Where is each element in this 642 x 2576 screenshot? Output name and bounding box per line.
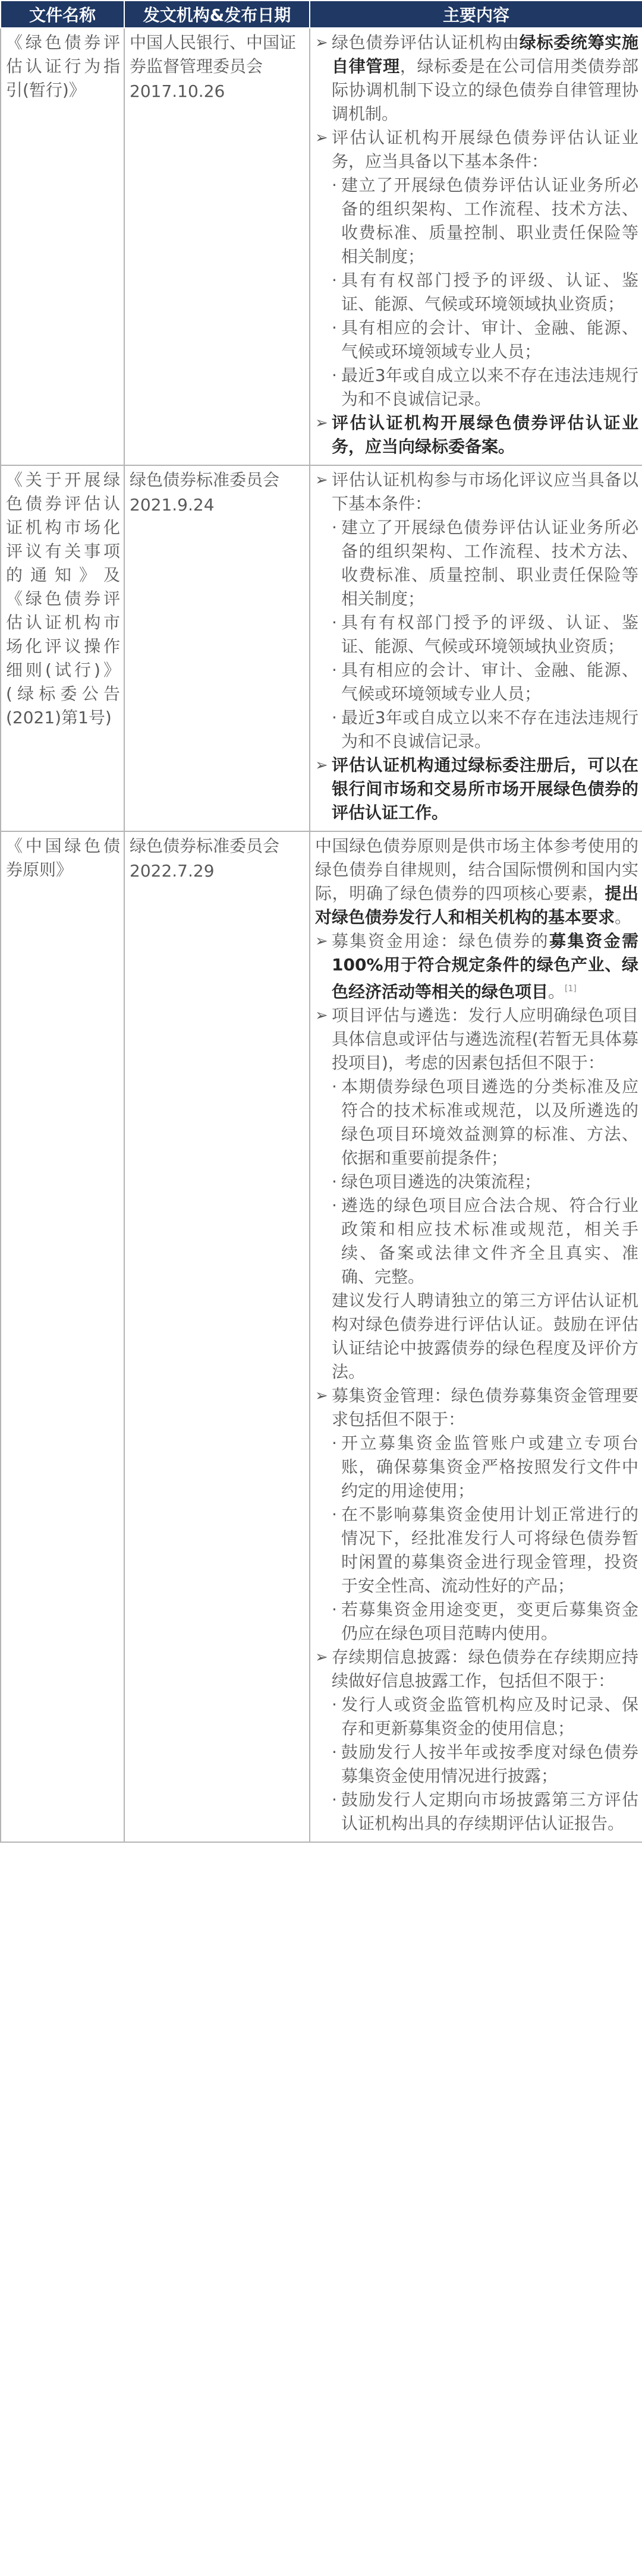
text: 建立了开展绿色债券评估认证业务所必备的组织架构、工作流程、技术方法、收费标准、质量控制、职业责任保险等相关制度；	[341, 518, 638, 608]
arrow-item	[315, 1384, 638, 1432]
dot-bullet-icon: ·	[332, 1790, 337, 1810]
bullet-item	[315, 269, 638, 316]
paragraph	[315, 1289, 638, 1384]
issue-date: 2021.9.24	[130, 495, 215, 515]
text: 评估认证机构开展绿色债券评估认证业务，应当具备以下基本条件：	[332, 128, 638, 171]
file-name-cell	[1, 465, 124, 831]
content-items	[315, 31, 638, 459]
bullet-item	[315, 1432, 638, 1503]
bold-text: 评估认证机构开展绿色债券评估认证业务，应当向绿标委备案。	[332, 413, 638, 456]
dot-bullet-icon: ·	[332, 1742, 337, 1762]
arrow-item	[315, 411, 638, 459]
table-row	[1, 465, 642, 831]
issue-date: 2017.10.26	[130, 81, 225, 101]
text: 具有相应的会计、审计、金融、能源、气候或环境领域专业人员；	[341, 660, 638, 704]
text: 绿色项目遴选的决策流程；	[341, 1172, 542, 1192]
footnote-ref[interactable]: [1]	[565, 984, 577, 994]
dot-bullet-icon: ·	[332, 1077, 337, 1097]
dot-bullet-icon: ·	[332, 708, 337, 727]
arrow-bullet-icon: ➢	[315, 414, 328, 432]
text: 鼓励发行人按半年或按季度对绿色债券募集资金使用情况进行披露；	[341, 1742, 638, 1786]
dot-bullet-icon: ·	[332, 1172, 337, 1192]
bullet-item	[315, 1788, 638, 1836]
bullet-item	[315, 364, 638, 411]
text: 项目评估与遴选：发行人应明确绿色项目具体信息或评估与遴选流程(若暂无具体募投项目)，考虑的因素包括但不限于：	[332, 1005, 638, 1073]
bullet-item	[315, 1503, 638, 1598]
arrow-bullet-icon: ➢	[315, 129, 328, 147]
issuer-name: 中国人民银行、中国证券监督管理委员会	[130, 33, 297, 76]
bullet-item	[315, 516, 638, 611]
text: 建立了开展绿色债券评估认证业务所必备的组织架构、工作流程、技术方法、收费标准、质量控制、职业责任保险等相关制度；	[341, 175, 638, 266]
file-name-cell	[1, 28, 124, 465]
issuer-name: 绿色债券标准委员会	[130, 470, 280, 490]
paragraph	[315, 834, 638, 929]
text: 存续期信息披露：绿色债券在存续期应持续做好信息披露工作，包括但不限于：	[332, 1647, 638, 1691]
dot-bullet-icon: ·	[332, 1600, 337, 1620]
dot-bullet-icon: ·	[332, 1433, 337, 1453]
dot-bullet-icon: ·	[332, 270, 337, 290]
arrow-bullet-icon: ➢	[315, 1648, 328, 1667]
content-cell	[310, 28, 642, 465]
issuer-cell	[124, 465, 310, 831]
bold-text: 评估认证机构通过绿标委注册后，可以在银行间市场和交易所市场开展绿色债券的评估认证工作。	[332, 755, 638, 822]
content-cell	[310, 465, 642, 831]
text: 遴选的绿色项目应合法合规、符合行业政策和相应技术标准或规范，相关手续、备案或法律文件齐全且真实、准确、完整。	[341, 1196, 638, 1287]
table-row	[1, 831, 642, 1842]
bold-text: 绿标委统筹实施自律管理	[332, 33, 638, 76]
text: 鼓励发行人定期向市场披露第三方评估认证机构出具的存续期评估认证报告。	[341, 1790, 638, 1834]
bullet-item	[315, 1075, 638, 1170]
dot-bullet-icon: ·	[332, 1695, 337, 1715]
bullet-item	[315, 316, 638, 364]
text: 募集资金管理：绿色债券募集资金管理要求包括但不限于：	[332, 1386, 638, 1430]
bullet-item	[315, 1693, 638, 1741]
arrow-bullet-icon: ➢	[315, 756, 328, 774]
dot-bullet-icon: ·	[332, 318, 337, 338]
bullet-item	[315, 1194, 638, 1289]
text: ，绿标委是在公司信用类债券部际协调机制下设立的绿色债券自律管理协调机制。	[332, 56, 638, 124]
bullet-item	[315, 658, 638, 706]
text: 具有有权部门授予的评级、认证、鉴证、能源、气候或环境领域执业资质；	[341, 613, 638, 656]
text: 最近3年或自成立以来不存在违法违规行为和不良诚信记录。	[341, 708, 638, 751]
bullet-item	[315, 1170, 638, 1194]
dot-bullet-icon: ·	[332, 175, 337, 195]
arrow-bullet-icon: ➢	[315, 1007, 328, 1025]
bullet-item	[315, 174, 638, 269]
text: 本期债券绿色项目遴选的分类标准及应符合的技术标准或规范，以及所遴选的绿色项目环境效益测算的标准、方法、依据和重要前提条件；	[341, 1077, 638, 1168]
bullet-item	[315, 1741, 638, 1788]
dot-bullet-icon: ·	[332, 1196, 337, 1216]
bullet-item	[315, 1598, 638, 1645]
table-row	[1, 28, 642, 465]
file-name: 《中国绿色债券原则》	[6, 836, 120, 879]
file-name: 《关于开展绿色债券评估认证机构市场化评议有关事项的通知》及《绿色债券评估认证机构市场化评议操作细则(试行)》(绿标委公告(2021)第1号)	[6, 470, 120, 727]
text: 开立募集资金监管账户或建立专项台账，确保募集资金严格按照发行文件中约定的用途使用；	[341, 1433, 638, 1501]
text: 具有有权部门授予的评级、认证、鉴证、能源、气候或环境领域执业资质；	[341, 270, 638, 314]
text: 中国绿色债券原则是供市场主体参考使用的绿色债券自律规则，结合国际惯例和国内实际，明确了绿色债券的四项核心要素，	[315, 836, 638, 903]
header-main-content: 主要内容	[310, 1, 642, 28]
arrow-item	[315, 1645, 638, 1693]
issuer-cell	[124, 831, 310, 1842]
text: 绿色债券评估认证机构由	[332, 33, 520, 52]
text: 。	[615, 907, 632, 927]
file-name: 《绿色债券评估认证行为指引(暂行)》	[6, 33, 120, 100]
dot-bullet-icon: ·	[332, 518, 337, 537]
content-items	[315, 834, 638, 1836]
issue-date: 2022.7.29	[130, 861, 215, 881]
arrow-item	[315, 468, 638, 516]
arrow-item	[315, 753, 638, 825]
content-items	[315, 468, 638, 825]
dot-bullet-icon: ·	[332, 365, 337, 385]
header-file-name: 文件名称	[1, 1, 124, 28]
arrow-item	[315, 126, 638, 174]
dot-bullet-icon: ·	[332, 613, 337, 632]
arrow-item	[315, 1004, 638, 1075]
text: 在不影响募集资金使用计划正常进行的情况下，经批准发行人可将绿色债券暂时闲置的募集资金进行现金管理，投资于安全性高、流动性好的产品；	[341, 1505, 638, 1596]
text: 募集资金用途：绿色债券的	[332, 931, 549, 951]
bullet-item	[315, 706, 638, 753]
text: 评估认证机构参与市场化评议应当具备以下基本条件：	[332, 470, 638, 513]
text: 最近3年或自成立以来不存在违法违规行为和不良诚信记录。	[341, 365, 638, 409]
dot-bullet-icon: ·	[332, 1505, 337, 1525]
header-row	[1, 1, 642, 28]
bullet-item	[315, 611, 638, 658]
text: 发行人或资金监管机构应及时记录、保存和更新募集资金的使用信息；	[341, 1695, 638, 1739]
text: 若募集资金用途变更，变更后募集资金仍应在绿色项目范畴内使用。	[341, 1600, 638, 1644]
arrow-bullet-icon: ➢	[315, 34, 328, 52]
bold-text: 募集资金需100%用于符合规定条件的绿色产业、绿色经济活动等相关的绿色项目	[332, 931, 638, 1002]
text: 建议发行人聘请独立的第三方评估认证机构对绿色债券进行评估认证。鼓励在评估认证结论中披露债券的绿色程度及评价方法。	[332, 1291, 638, 1382]
issuer-name: 绿色债券标准委员会	[130, 836, 280, 856]
file-name-cell	[1, 831, 124, 1842]
arrow-item	[315, 31, 638, 126]
arrow-bullet-icon: ➢	[315, 471, 328, 489]
arrow-bullet-icon: ➢	[315, 932, 328, 950]
arrow-item	[315, 929, 638, 1004]
text: 。	[548, 982, 565, 1002]
content-cell	[310, 831, 642, 1842]
bold-text: 提出对绿色债券发行人和相关机构的基本要求	[315, 884, 638, 927]
dot-bullet-icon: ·	[332, 660, 337, 680]
header-issuer-date: 发文机构&发布日期	[124, 1, 310, 28]
arrow-bullet-icon: ➢	[315, 1387, 328, 1405]
issuer-cell	[124, 28, 310, 465]
text: 具有相应的会计、审计、金融、能源、气候或环境领域专业人员；	[341, 318, 638, 361]
